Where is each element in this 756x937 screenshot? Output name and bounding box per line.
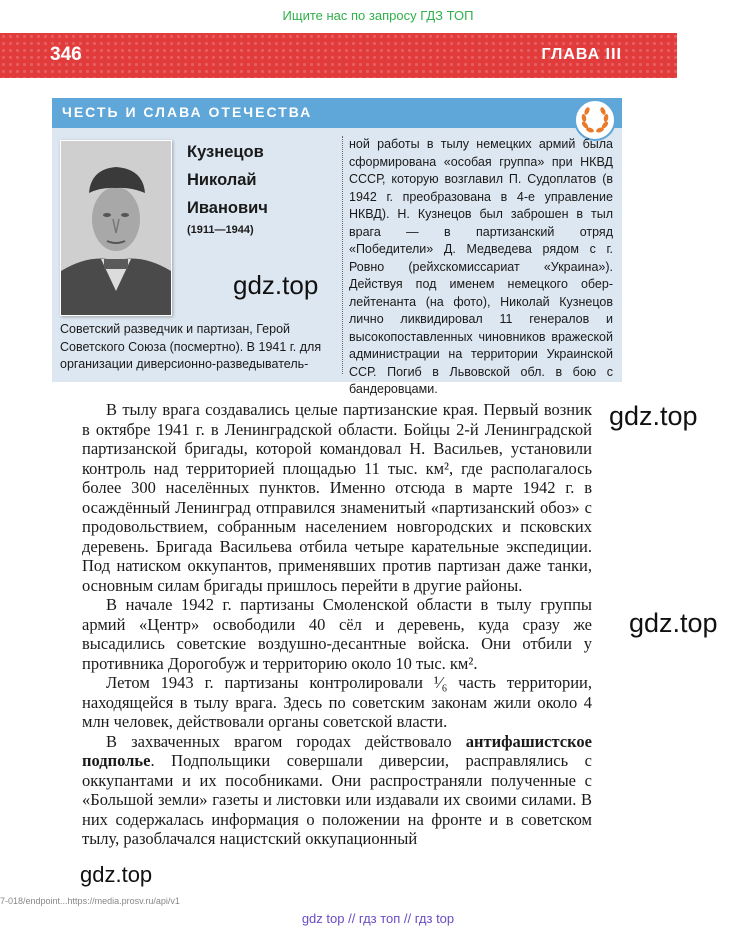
person-name: Кузнецов Николай Иванович: [187, 143, 268, 217]
sidebox-header: [52, 98, 622, 128]
paragraph-4-rest: . Подпольщики совершали диверсии, расправлялись с оккупантами и их пособниками. Они распространяли полученные с «Большой земли» газеты и листовки или издавали их своими силами. В них содержалась информация о положении на фронте и в советском тылу, разоблачался нацистский оккупационный: [82, 751, 592, 848]
watermark: gdz.top: [233, 270, 319, 300]
person-years: (1911—1944): [187, 224, 254, 236]
sidebox-caption-left: Советский разведчик и партизан, Герой Советского Союза (посмертно). В 1941 г. для организации диверсионно-разведыватель-: [60, 322, 322, 371]
paragraph-1: В тылу врага создавались целые партизанские края. Первый возник в октябре 1941 г. в Ленинградской области. Бойцы 2-й Ленинградской партизанской бригады, которой командовал Н. Васильев, установили контроль над территорией площадью 11 тыс. км², где располагалось более 300 населённых пунктов. Именно отсюда в марте 1942 г. в осаждённый Ленинград отправился знаменитый «партизанский обоз» с продовольствием, собранным населением новгородских и псковских деревень. Бригада Васильева отбила четыре карательные экспедиции. Под натиском оккупантов, применявших против партизан даже танки, основным силам бригады пришлось перейти в другие районы.: [82, 400, 592, 595]
bottom-banner: gdz top // гдз топ // гдз top: [301, 911, 455, 926]
sidebox-title: ЧЕСТЬ И СЛАВА ОТЕЧЕСТВА: [62, 104, 313, 120]
paragraph-4: [82, 732, 592, 849]
portrait-photo: [60, 140, 172, 316]
sidebox-text-right: ной работы в тылу немецких армий была сформирована «особая группа» при НКВД СССР, которую возглавил П. Судоплатов (в 1942 г. преобразована в 4-е управление НКВД). Н. Кузнецов был заброшен в тыл врага — в партизанский отряд «Победители» Д. Медведева рядом с г. Ровно (рейхскомиссариат «Украина»). Действуя под именем немецкого обер-лейтенанта (на фото), Николай Кузнецов лично ликвидировал 11 генералов и высокопоставленных чиновников вражеской администрации на территории Украинской ССР. Погиб в Львовской обл. в бою с бандеровцами.: [349, 137, 613, 396]
watermark: gdz.top: [629, 608, 718, 638]
watermark: gdz.top: [80, 862, 153, 887]
paragraph-4-start: В захваченных врагом городах действовало: [106, 731, 466, 751]
honor-sidebox: [52, 98, 622, 396]
paragraph-2: В начале 1942 г. партизаны Смоленской области в тылу группы армий «Центр» освободили 40 сёл и деревень, куда сразу же высадились советские воздушно-десантные войска. Они отбили у противника Дорогобуж и территорию около 10 тыс. км².: [82, 595, 592, 673]
page-number: 346: [50, 44, 82, 65]
chapter-title: ГЛАВА III: [541, 46, 622, 63]
term-antifascist-underground: антифашистское подполье: [82, 731, 592, 770]
page-header: [0, 33, 677, 78]
column-divider: [342, 136, 343, 374]
top-banner: Ищите нас по запросу ГДЗ ТОП: [282, 8, 474, 23]
main-body-text: [82, 400, 592, 849]
laurel-wreath-icon: [574, 99, 616, 141]
watermark: gdz.top: [609, 401, 698, 431]
paragraph-3: Летом 1943 г. партизаны контролировали ¹⁄₆ часть территории, находящейся в тылу врага. Здесь по советским законам жили около 4 млн человек, действовали органы советской власти.: [82, 673, 592, 731]
source-url-fragment: 7-018/endpoint...https://media.prosv.ru/api/v1: [0, 896, 180, 906]
